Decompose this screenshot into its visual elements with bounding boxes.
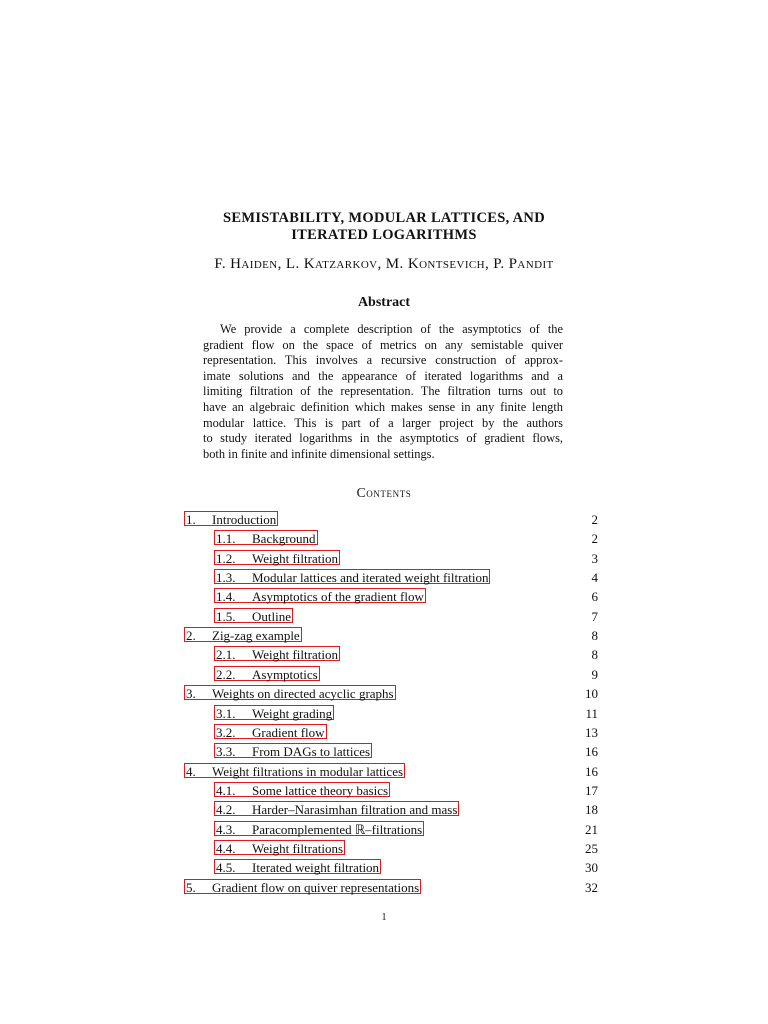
toc-subsection-link[interactable]	[214, 569, 490, 584]
toc-entry	[184, 743, 598, 760]
toc-entry	[184, 588, 598, 605]
toc-entry-page: 21	[585, 821, 598, 837]
toc-entry-page: 4	[591, 570, 598, 586]
toc-entry	[184, 550, 598, 567]
abstract-line: both in finite and infinite dimensional settings.	[203, 446, 435, 461]
toc-entry-title: Introduction	[212, 512, 277, 527]
toc-entry-page: 7	[591, 608, 598, 624]
toc-subsection-link[interactable]	[214, 646, 340, 661]
toc-entry-title: Background	[252, 531, 316, 547]
abstract-line: imate solutions and the appearance of iterated logarithms and a	[203, 368, 563, 383]
toc-entry-title: Asymptotics	[252, 666, 318, 682]
toc-section-link[interactable]	[184, 511, 278, 526]
toc-entry-page: 17	[585, 782, 598, 798]
toc-subsection-link[interactable]	[214, 743, 372, 758]
toc-entry-number: 1.4.	[216, 589, 236, 605]
abstract-line: representation. This involves a recursive construction of approx-	[203, 353, 563, 368]
contents-heading: Contents	[356, 485, 412, 500]
toc-subsection-link[interactable]	[214, 530, 318, 545]
toc-entry-title: Paracomplemented ℝ–filtrations	[252, 821, 423, 837]
toc-entry	[184, 705, 598, 722]
toc-entry-title: Iterated weight filtration	[252, 860, 380, 876]
abstract-line: limiting filtration of the representation. The filtration turns out to	[203, 384, 563, 399]
toc-entry-page: 16	[585, 744, 598, 760]
toc-entry-title: Asymptotics of the gradient flow	[252, 589, 424, 605]
toc-entry	[184, 879, 598, 896]
toc-entry-page: 8	[591, 628, 598, 644]
toc-entry-number: 1.1.	[216, 531, 236, 547]
toc-entry-number: 1.5.	[216, 608, 236, 624]
toc-entry-title: Outline	[252, 608, 291, 624]
toc-subsection-link[interactable]	[214, 705, 334, 720]
toc-entry-title: Modular lattices and iterated weight filtration	[252, 570, 489, 586]
toc-subsection-link[interactable]	[214, 588, 426, 603]
toc-entry-number: 1.2.	[216, 550, 236, 566]
toc-entry	[184, 821, 598, 838]
toc-entry-title: Gradient flow on quiver representations	[212, 879, 420, 895]
toc-entry-number: 4.3.	[216, 821, 236, 837]
toc-entry	[184, 666, 598, 683]
toc-entry-title: From DAGs to lattices	[252, 744, 371, 760]
toc-subsection-link[interactable]	[214, 666, 320, 681]
toc-entry-title: Weight filtration	[252, 647, 338, 663]
toc-entry	[184, 646, 598, 663]
toc-subsection-link[interactable]	[214, 550, 340, 565]
toc-entry-number: 1.3.	[216, 570, 236, 586]
toc-subsection-link[interactable]	[214, 608, 293, 623]
toc-entry-title: Weights on directed acyclic graphs	[212, 686, 394, 702]
toc-entry-page: 8	[591, 647, 598, 663]
toc-entry-page: 32	[585, 879, 598, 895]
toc-entry-number: 5.	[186, 879, 196, 895]
page-number: 1	[381, 912, 387, 923]
toc-subsection-link[interactable]	[214, 821, 424, 836]
toc-entry-page: 25	[585, 840, 598, 856]
toc-subsection-link[interactable]	[214, 859, 381, 874]
toc-subsection-link[interactable]	[214, 840, 345, 855]
toc-entry	[184, 569, 598, 586]
toc-entry-title: Zig-zag example	[212, 628, 300, 644]
toc-subsection-link[interactable]	[214, 801, 459, 816]
toc-entry-number: 3.1.	[216, 705, 236, 721]
abstract-heading: Abstract	[357, 295, 411, 310]
toc-entry-title: Some lattice theory basics	[252, 782, 389, 798]
toc-section-link[interactable]	[184, 685, 396, 700]
toc-entry-title: Weight grading	[252, 705, 333, 721]
toc-subsection-link[interactable]	[214, 724, 327, 739]
toc-entry-page: 2	[591, 531, 598, 547]
toc-entry-number: 3.	[186, 686, 196, 702]
toc-entry-page: 30	[585, 860, 598, 876]
paper-title-line-2: ITERATED LOGARITHMS	[291, 227, 477, 243]
toc-entry-number: 4.2.	[216, 802, 236, 818]
toc-entry-number: 4.	[186, 763, 196, 779]
toc-entry	[184, 724, 598, 741]
toc-section-link[interactable]	[184, 763, 405, 778]
abstract-line: We provide a complete description of the asymptotics of the	[220, 322, 563, 336]
toc-entry	[184, 859, 598, 876]
toc-entry	[184, 763, 598, 780]
toc-entry-number: 2.1.	[216, 647, 236, 663]
toc-entry-page: 13	[585, 724, 598, 740]
toc-entry	[184, 530, 598, 547]
toc-entry-number: 3.3.	[216, 744, 236, 760]
toc-entry-page: 18	[585, 802, 598, 818]
toc-entry-title: Weight filtration	[252, 550, 338, 566]
paper-authors: F. Haiden, L. Katzarkov, M. Kontsevich, P. Pandit	[214, 256, 554, 272]
toc-entry	[184, 608, 598, 625]
toc-entry-page: 6	[591, 589, 598, 605]
toc-entry-title: Weight filtrations in modular lattices	[212, 763, 404, 779]
toc-entry-number: 3.2.	[216, 724, 236, 740]
toc-entry	[184, 840, 598, 857]
toc-entry-number: 2.	[186, 628, 196, 644]
toc-entry	[184, 801, 598, 818]
toc-entry-title: Weight filtrations	[252, 840, 344, 856]
abstract-line: have an algebraic definition which makes sense in any finite length	[203, 399, 563, 414]
toc-entry-title: Harder–Narasimhan filtration and mass	[252, 802, 458, 818]
toc-entry-page: 16	[585, 763, 598, 779]
toc-entry-title: Gradient flow	[252, 724, 325, 740]
paper-title-line-1: SEMISTABILITY, MODULAR LATTICES, AND	[223, 210, 545, 226]
toc-entry-number: 4.4.	[216, 840, 236, 856]
toc-entry-page: 2	[591, 512, 598, 527]
toc-entry	[184, 627, 598, 644]
toc-entry	[184, 511, 598, 528]
abstract-line: modular lattice. This is part of a larger project by the authors	[203, 415, 563, 430]
toc-entry-number: 4.1.	[216, 782, 236, 798]
toc-section-link[interactable]	[184, 627, 302, 642]
abstract-line: gradient flow on the space of metrics on any semistable quiver	[203, 337, 563, 352]
toc-entry	[184, 782, 598, 799]
toc-entry-page: 10	[585, 686, 598, 702]
toc-entry-number: 2.2.	[216, 666, 236, 682]
toc-entry	[184, 685, 598, 702]
toc-section-link[interactable]	[184, 879, 421, 894]
toc-subsection-link[interactable]	[214, 782, 390, 797]
abstract-line: to study iterated logarithms in the asymptotics of gradient flows,	[203, 431, 563, 446]
abstract-body	[203, 322, 563, 462]
toc-entry-number: 1.	[186, 512, 196, 527]
toc-entry-page: 3	[591, 550, 598, 566]
toc-entry-page: 9	[591, 666, 598, 682]
toc-entry-page: 11	[585, 705, 598, 721]
toc-entry-number: 4.5.	[216, 860, 236, 876]
